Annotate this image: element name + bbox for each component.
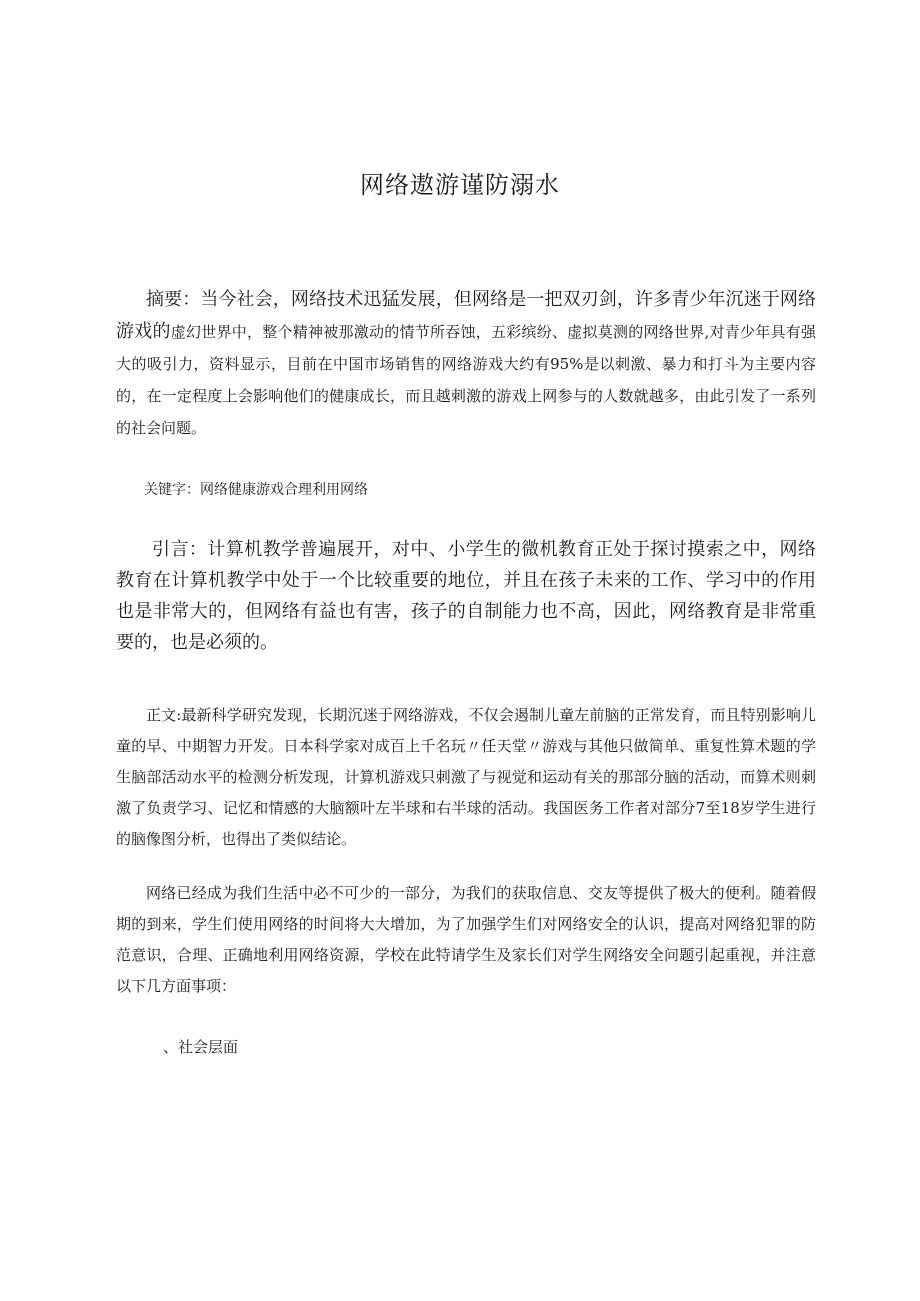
- abstract-paragraph: [116, 284, 816, 444]
- abstract-rest: 虚幻世界中，整个精神被那激动的情节所吞蚀，五彩缤纷、虚拟莫测的网络世界,对青少年具有强大的吸引力，资料显示，目前在中国市场销售的网络游戏大约有95%是以刺激、暴力和打斗为主要内容的，在一定程度上会影响他们的健康成长，而且越刺激的游戏上网参与的人数就越多，由此引发了一系列的社会问题。: [116, 323, 816, 437]
- intro-paragraph: 引言：计算机教学普遍展开，对中、小学生的微机教育正处于探讨摸索之中，网络教育在计算机教学中处于一个比较重要的地位，并且在孩子未来的工作、学习中的作用也是非常大的，但网络有益也有害，孩子的自制能力也不高，因此，网络教育是非常重要的，也是必须的。: [116, 539, 816, 653]
- document-title: 网络遨游谨防溺水: [360, 171, 560, 199]
- section-heading-social: 、社会层面: [163, 1038, 239, 1056]
- keywords-line: 关键字：网络健康游戏合理利用网络: [144, 482, 368, 498]
- body-paragraph-research: 正文:最新科学研究发现，长期沉迷于网络游戏，不仅会遏制儿童左前脑的正常发育，而且特别影响儿童的早、中期智力开发。日本科学家对成百上千名玩〃任天堂〃游戏与其他只做简单、重复性算术题的学生脑部活动水平的检测分析发现，计算机游戏只刺激了与视觉和运动有关的那部分脑的活动，而算术则刺激了负责学习、记忆和情感的大脑额叶左半球和右半球的活动。我国医务工作者对部分7至18岁学生进行的脑像图分析，也得出了类似结论。: [116, 706, 816, 848]
- body-paragraph-notice: 网络已经成为我们生活中必不可少的一部分，为我们的获取信息、交友等提供了极大的便利。随着假期的到来，学生们使用网络的时间将大大增加，为了加强学生们对网络安全的认识，提高对网络犯罪的防范意识，合理、正确地利用网络资源，学校在此特请学生及家长们对学生网络安全问题引起重视，并注意以下几方面事项：: [116, 884, 816, 995]
- abstract-lead: 摘要：当今社会，网络技术迅猛发展，但网络是一把双刃剑，许多青少年沉迷于网络游戏的: [116, 289, 816, 342]
